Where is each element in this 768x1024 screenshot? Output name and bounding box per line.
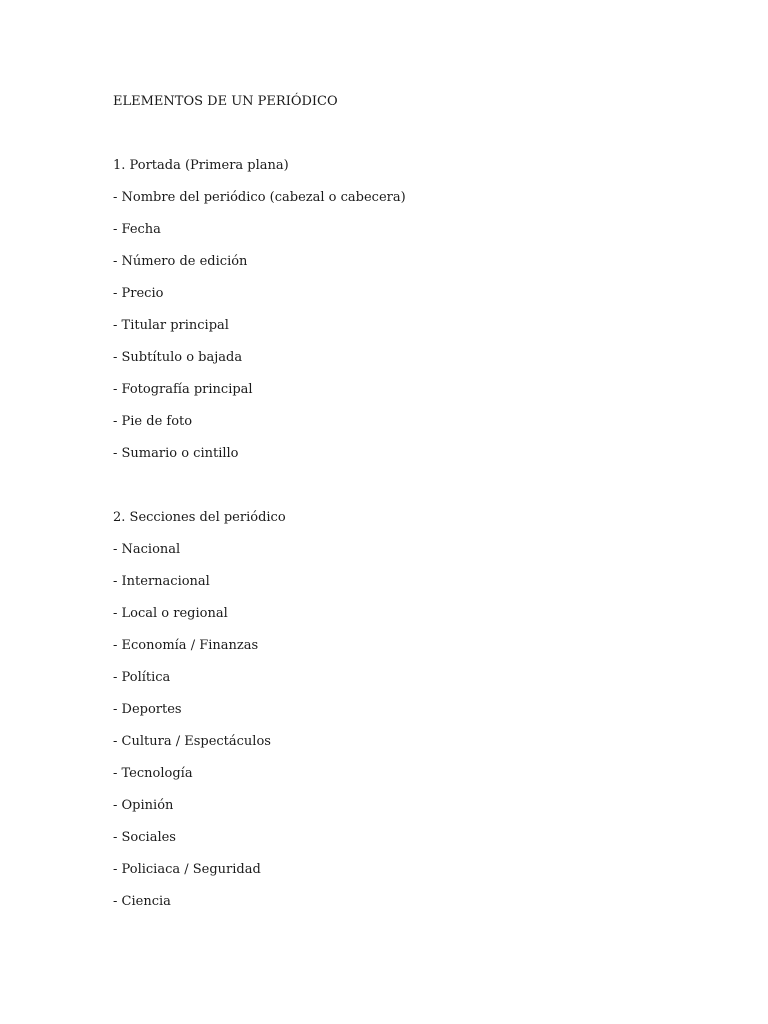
list-item: - Local o regional (113, 606, 228, 621)
section-heading-secciones: 2. Secciones del periódico (113, 510, 286, 525)
list-item: - Fecha (113, 222, 161, 237)
list-item: - Sociales (113, 830, 176, 845)
list-item: - Número de edición (113, 254, 248, 269)
list-item: - Precio (113, 286, 164, 301)
list-item: - Pie de foto (113, 414, 193, 429)
list-item: - Fotografía principal (113, 382, 253, 397)
list-item: - Nombre del periódico (cabezal o cabecera) (113, 190, 406, 205)
list-item: - Sumario o cintillo (113, 446, 239, 461)
list-item: - Economía / Finanzas (113, 638, 259, 653)
list-item: - Opinión (113, 798, 174, 813)
list-item: - Deportes (113, 702, 182, 717)
list-item: - Tecnología (113, 766, 193, 781)
list-item: - Titular principal (113, 318, 229, 333)
list-item: - Subtítulo o bajada (113, 350, 243, 365)
list-item: - Ciencia (113, 894, 171, 909)
list-item: - Política (113, 670, 171, 685)
section-heading-portada: 1. Portada (Primera plana) (113, 158, 289, 173)
list-item: - Internacional (113, 574, 210, 589)
document-title: ELEMENTOS DE UN PERIÓDICO (113, 94, 338, 109)
list-item: - Nacional (113, 542, 181, 557)
list-item: - Policiaca / Seguridad (113, 862, 261, 877)
list-item: - Cultura / Espectáculos (113, 734, 271, 749)
